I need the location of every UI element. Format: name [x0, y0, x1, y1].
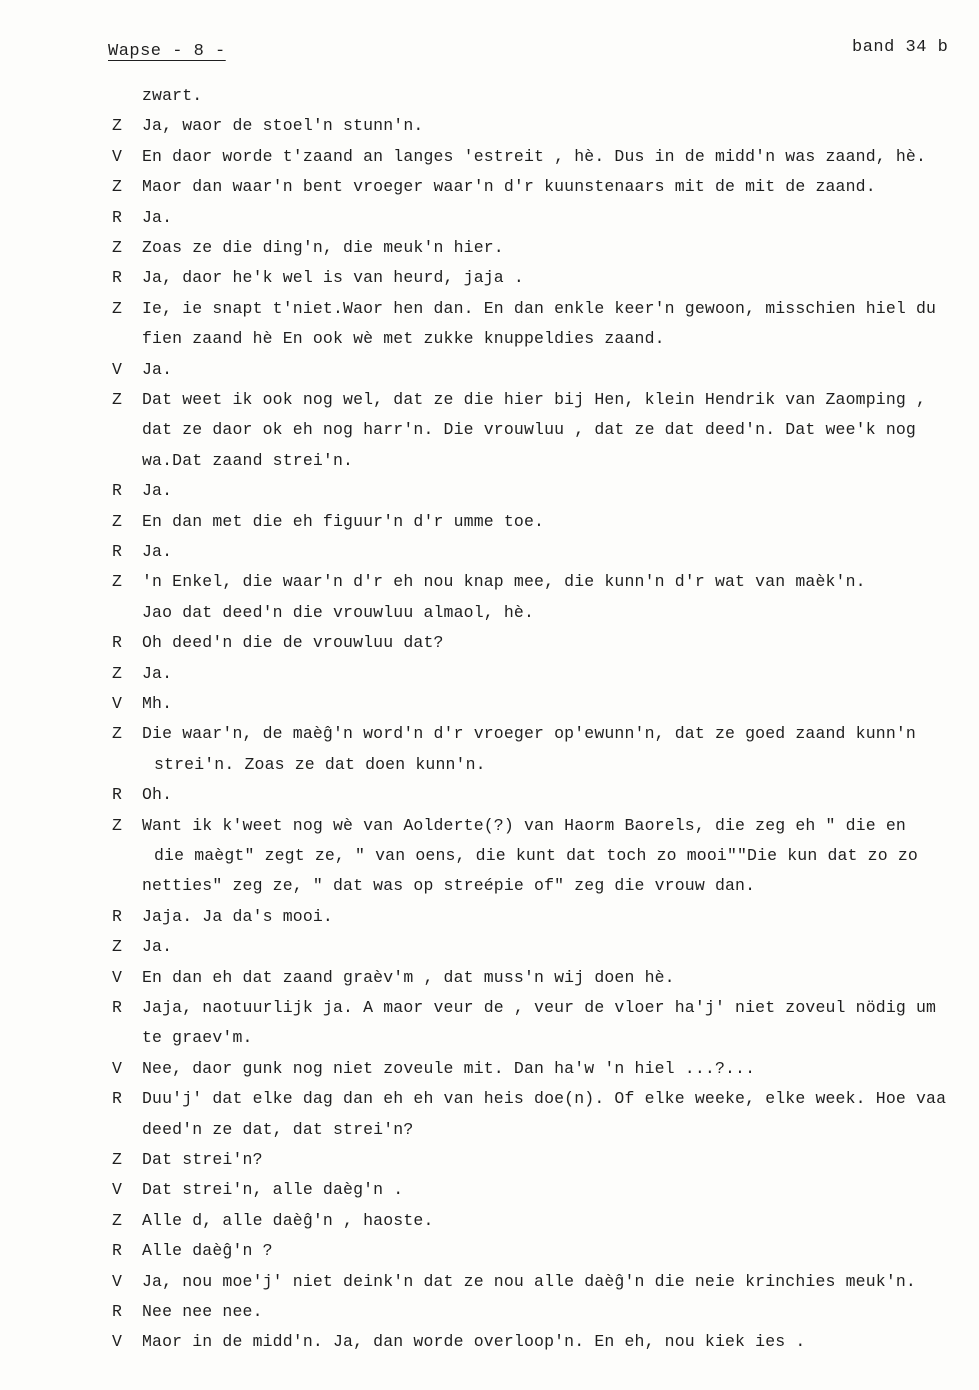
- transcript-line: [0, 783, 979, 807]
- transcript-line: [0, 145, 979, 169]
- utterance-text: Maor dan waar'n bent vroeger waar'n d'r kuunstenaars mit de mit de zaand.: [142, 177, 876, 197]
- transcript-line: [0, 692, 979, 716]
- transcript-line: [0, 114, 979, 138]
- utterance-text: Alle daèĝ'n ?: [142, 1241, 273, 1261]
- speaker-label: R: [112, 633, 122, 653]
- utterance-text: te graev'm.: [142, 1028, 253, 1048]
- speaker-label: Z: [112, 937, 122, 957]
- utterance-text: Duu'j' dat elke dag dan eh eh van heis doe(n). Of elke weeke, elke week. Hoe vaa: [142, 1089, 947, 1109]
- transcript-line: [0, 297, 979, 321]
- speaker-label: R: [112, 1241, 122, 1261]
- speaker-label: R: [112, 785, 122, 805]
- utterance-text: Ja.: [142, 937, 173, 957]
- transcript-line: [0, 479, 979, 503]
- utterance-text: deed'n ze dat, dat strei'n?: [142, 1119, 414, 1139]
- utterance-text: En daor worde t'zaand an langes 'estreit , hè. Dus in de midd'n was zaand, hè.: [142, 146, 927, 166]
- transcript-line: [0, 1178, 979, 1202]
- transcript-line: [0, 449, 979, 473]
- utterance-text: Ja.: [142, 663, 173, 683]
- utterance-text: Ja, waor de stoel'n stunn'n.: [142, 116, 424, 136]
- speaker-label: R: [112, 268, 122, 288]
- utterance-text: Jaja. Ja da's mooi.: [142, 906, 333, 926]
- transcript-line: [0, 175, 979, 199]
- transcript-line: [0, 722, 979, 746]
- speaker-label: Z: [112, 177, 122, 197]
- transcript-line: [0, 631, 979, 655]
- transcript-line: [0, 1118, 979, 1142]
- speaker-label: R: [112, 207, 122, 227]
- transcript-line: [0, 1209, 979, 1233]
- utterance-text: Oh.: [142, 785, 173, 805]
- speaker-label: V: [112, 359, 122, 379]
- transcript-line: [0, 84, 979, 108]
- page-header-band: band 34 b: [852, 38, 949, 57]
- speaker-label: Z: [112, 511, 122, 531]
- utterance-text: Dat weet ik ook nog wel, dat ze die hier bij Hen, klein Hendrik van Zaomping ,: [142, 390, 927, 409]
- speaker-label: R: [112, 998, 122, 1017]
- utterance-text: dat ze daor ok eh nog harr'n. Die vrouwluu , dat ze dat deed'n. Dat wee'k nog: [142, 420, 916, 440]
- utterance-text: Dat strei'n, alle daèg'n .: [142, 1180, 404, 1200]
- transcript-line: [0, 570, 979, 594]
- transcript-line: [0, 905, 979, 929]
- utterance-text: strei'n. Zoas ze dat doen kunn'n.: [154, 754, 486, 774]
- utterance-text: Alle d, alle daèĝ'n , haoste.: [142, 1210, 434, 1230]
- utterance-text: Ja, daor he'k wel is van heurd, jaja .: [142, 268, 524, 288]
- transcript-line: [0, 1148, 979, 1172]
- transcript-line: [0, 418, 979, 442]
- speaker-label: V: [112, 1180, 122, 1200]
- speaker-label: Z: [112, 663, 122, 683]
- utterance-text: Ja.: [142, 481, 173, 501]
- utterance-text: Jaja, naotuurlijk ja. A maor veur de , veur de vloer ha'j' niet zoveul nödig um: [142, 998, 937, 1017]
- transcript-line: [0, 753, 979, 777]
- speaker-label: Z: [112, 724, 122, 744]
- transcript-line: [0, 1239, 979, 1263]
- speaker-label: V: [112, 1058, 122, 1078]
- speaker-label: V: [112, 1271, 122, 1291]
- speaker-label: V: [112, 1332, 122, 1352]
- utterance-text: Ja.: [142, 359, 173, 379]
- speaker-label: R: [112, 542, 122, 561]
- transcript-line: [0, 388, 979, 412]
- speaker-label: Z: [112, 1210, 122, 1230]
- transcript-line: [0, 1300, 979, 1324]
- utterance-text: Want ik k'weet nog wè van Aolderte(?) van Haorm Baorels, die zeg eh " die en: [142, 815, 906, 835]
- utterance-text: fien zaand hè En ook wè met zukke knuppeldies zaand.: [142, 329, 665, 349]
- utterance-text: zwart.: [142, 86, 203, 105]
- transcript-line: [0, 1026, 979, 1050]
- transcript-line: [0, 844, 979, 868]
- transcript-line: [0, 601, 979, 625]
- transcript-line: [0, 510, 979, 534]
- speaker-label: V: [112, 146, 122, 166]
- speaker-label: V: [112, 967, 122, 987]
- speaker-label: Z: [112, 1150, 122, 1169]
- utterance-text: Jao dat deed'n die vrouwluu almaol, hè.: [142, 602, 535, 622]
- utterance-text: En dan eh dat zaand graèv'm , dat muss'n wij doen hè.: [142, 967, 675, 987]
- page-header-title: Wapse - 8 -: [108, 42, 226, 61]
- utterance-text: Ie, ie snapt t'niet.Waor hen dan. En dan enkle keer'n gewoon, misschien hiel du: [142, 298, 937, 318]
- transcript-line: [0, 327, 979, 351]
- transcript-line: [0, 1270, 979, 1294]
- transcript-line: [0, 662, 979, 686]
- transcript-line: [0, 935, 979, 959]
- speaker-label: Z: [112, 298, 122, 318]
- utterance-text: netties" zeg ze, " dat was op streépie of" zeg die vrouw dan.: [142, 876, 756, 896]
- speaker-label: V: [112, 694, 122, 713]
- utterance-text: die maègt" zegt ze, " van oens, die kunt dat toch zo mooi""Die kun dat zo zo: [154, 846, 918, 865]
- utterance-text: Dat strei'n?: [142, 1150, 263, 1169]
- speaker-label: R: [112, 1302, 122, 1321]
- transcript-line: [0, 236, 979, 260]
- utterance-text: Die waar'n, de maèĝ'n word'n d'r vroeger op'ewunn'n, dat ze goed zaand kunn'n: [142, 724, 916, 744]
- transcript-line: [0, 1087, 979, 1111]
- transcript-line: [0, 540, 979, 564]
- transcript-line: [0, 1330, 979, 1354]
- speaker-label: R: [112, 1089, 122, 1109]
- speaker-label: Z: [112, 238, 122, 257]
- utterance-text: Maor in de midd'n. Ja, dan worde overloop'n. En eh, nou kiek ies .: [142, 1332, 806, 1352]
- utterance-text: Ja.: [142, 207, 173, 227]
- speaker-label: Z: [112, 116, 122, 136]
- transcript-line: [0, 266, 979, 290]
- speaker-label: Z: [112, 572, 122, 592]
- utterance-text: Oh deed'n die de vrouwluu dat?: [142, 633, 444, 653]
- utterance-text: Zoas ze die ding'n, die meuk'n hier.: [142, 238, 504, 257]
- utterance-text: Ja, nou moe'j' niet deink'n dat ze nou alle daèĝ'n die neie krinchies meuk'n.: [142, 1271, 916, 1291]
- transcript-line: [0, 206, 979, 230]
- speaker-label: R: [112, 481, 122, 501]
- utterance-text: Mh.: [142, 694, 173, 713]
- transcript-line: [0, 874, 979, 898]
- utterance-text: En dan met die eh figuur'n d'r umme toe.: [142, 511, 545, 531]
- transcript-line: [0, 358, 979, 382]
- utterance-text: Ja.: [142, 542, 173, 561]
- speaker-label: Z: [112, 815, 122, 835]
- transcript-line: [0, 996, 979, 1020]
- utterance-text: wa.Dat zaand strei'n.: [142, 450, 354, 470]
- speaker-label: R: [112, 906, 122, 926]
- speaker-label: Z: [112, 390, 122, 409]
- transcript-line: [0, 966, 979, 990]
- transcript-line: [0, 1057, 979, 1081]
- utterance-text: 'n Enkel, die waar'n d'r eh nou knap mee, die kunn'n d'r wat van maèk'n.: [142, 572, 866, 592]
- transcript-line: [0, 814, 979, 838]
- utterance-text: Nee, daor gunk nog niet zoveule mit. Dan ha'w 'n hiel ...?...: [142, 1058, 756, 1078]
- utterance-text: Nee nee nee.: [142, 1302, 263, 1321]
